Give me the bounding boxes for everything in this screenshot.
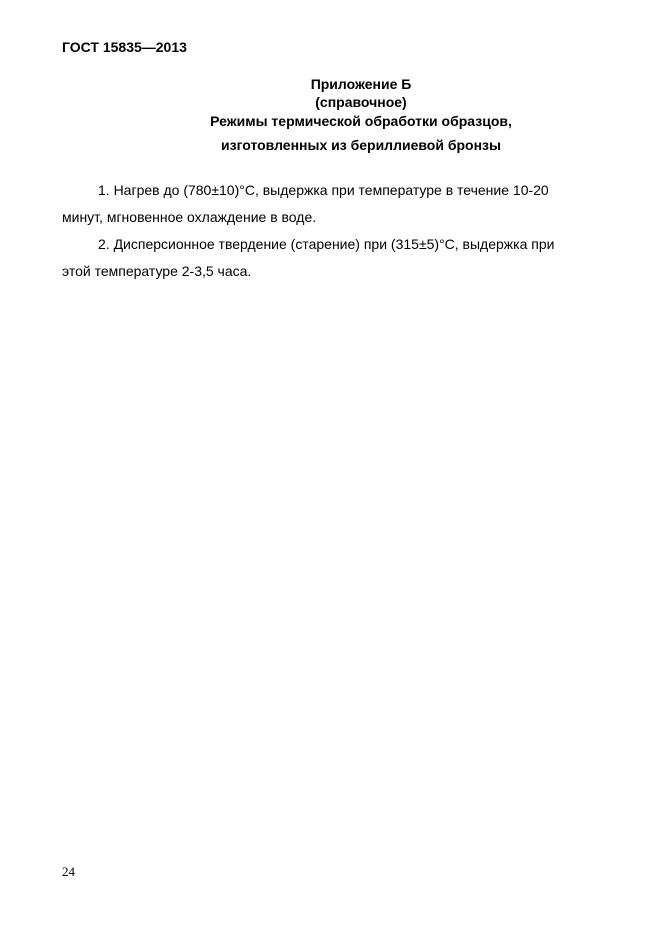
appendix-heading-line2: изготовленных из бериллиевой бронзы	[221, 137, 501, 153]
item-1-line-2: минут, мгновенное охлаждение в воде.	[62, 209, 317, 225]
item-2-line-1: 2. Дисперсионное твердение (старение) при (315±5)°С, выдержка при	[98, 236, 555, 252]
page-number: 24	[62, 864, 75, 879]
standard-code: ГОСТ 15835—2013	[62, 39, 187, 55]
appendix-type: (справочное)	[315, 94, 407, 110]
appendix-heading-line1: Режимы термической обработки образцов,	[210, 113, 512, 129]
item-2-line-2: этой температуре 2-3,5 часа.	[62, 263, 252, 279]
appendix-title: Приложение Б	[310, 76, 412, 92]
item-1-line-1: 1. Нагрев до (780±10)°С, выдержка при температуре в течение 10-20	[98, 182, 549, 198]
